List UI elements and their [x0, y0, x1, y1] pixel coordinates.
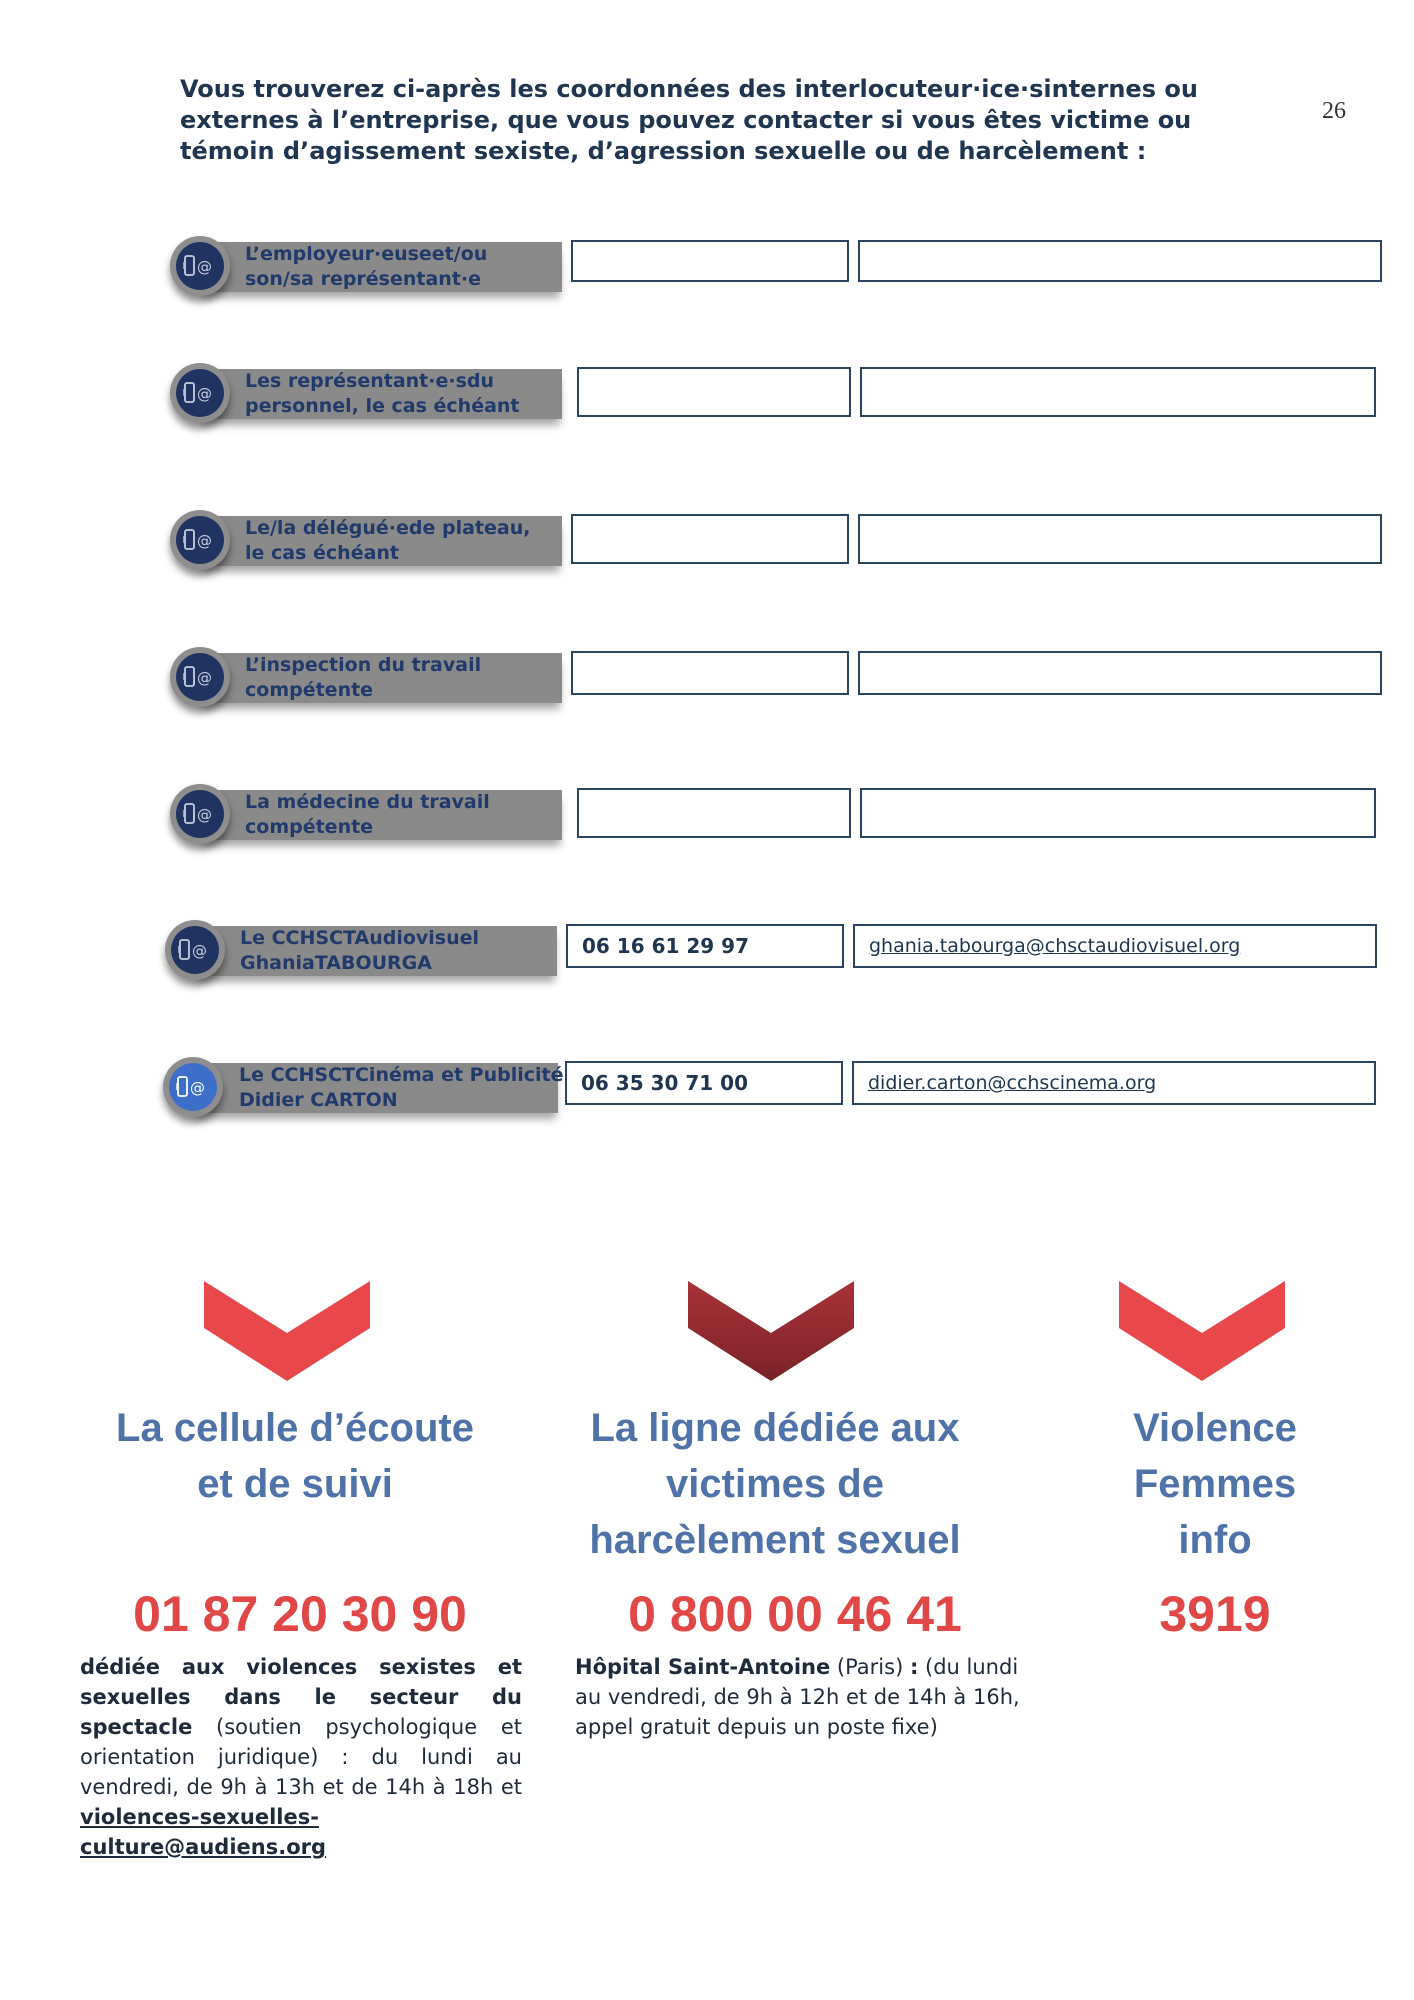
- ecoute-description: dédiée aux violences sexistes et sexuelles dans le secteur du spectacle (soutien psychologique et orientation juridique) : du lundi au vendredi, de 9h à 13h et de 14h à 18h et violences-sexuelles-culture@audiens.org: [80, 1655, 522, 1859]
- svg-text:@: @: [197, 806, 212, 824]
- service-heading-ligne: La ligne dédiée aux victimes de harcèlement sexuel: [589, 1406, 961, 1562]
- contact-phone-field[interactable]: 06 16 61 29 97: [566, 924, 844, 968]
- contact-circle: [170, 510, 230, 570]
- contact-phone-field[interactable]: [571, 514, 849, 564]
- contact-circle: [163, 1057, 223, 1117]
- contact-phone-field[interactable]: 06 35 30 71 00: [565, 1061, 843, 1105]
- svg-text:@: @: [197, 258, 212, 276]
- contact-row-representants: [0, 367, 1414, 427]
- contact-circle: [170, 647, 230, 707]
- contact-label: L’inspection du travail compétente: [245, 654, 482, 701]
- contact-phone-field[interactable]: [577, 367, 851, 417]
- phone-email-icon: [183, 664, 217, 690]
- contact-label: La médecine du travail compétente: [245, 791, 490, 838]
- contact-phone-field[interactable]: [571, 651, 849, 695]
- contact-row-medecine: [0, 788, 1414, 848]
- contact-circle: [170, 784, 230, 844]
- svg-text:@: @: [197, 669, 212, 687]
- contact-label: Le CCHSCTCinéma et Publicité Didier CARTON: [239, 1064, 564, 1111]
- intro-text: Vous trouverez ci-après les coordonnées des interlocuteur·ice·sinternes ou externes à l’entreprise, que vous pouvez contacter si vous êtes victime ou témoin d’agissement sexiste, d’agression sexuelle ou de harcèlement :: [180, 75, 1198, 165]
- contact-row-employeur: [0, 240, 1414, 300]
- phone-email-icon: [183, 253, 217, 279]
- contact-phone-field[interactable]: [577, 788, 851, 838]
- violence-phone-number[interactable]: 3919: [1159, 1586, 1271, 1642]
- chevron-down-icon: [686, 1273, 856, 1388]
- phone-email-icon: [183, 527, 217, 553]
- contact-row-cchsct-cinema: [0, 1061, 1414, 1121]
- contact-label: Le/la délégué·ede plateau, le cas échéant: [245, 517, 531, 564]
- contact-label: L’employeur·euseet/ou son/sa représentant·e: [245, 243, 488, 290]
- svg-text:@: @: [190, 1079, 205, 1097]
- contact-label: Le CCHSCTAudiovisuel GhaniaTABOURGA: [240, 927, 480, 974]
- svg-text:@: @: [197, 385, 212, 403]
- contact-email-field[interactable]: didier.carton@cchscinema.org: [852, 1061, 1376, 1105]
- contact-email-field[interactable]: [858, 240, 1382, 282]
- ecoute-phone-number[interactable]: 01 87 20 30 90: [133, 1586, 467, 1642]
- contact-row-cchsct-audiovisuel: [0, 924, 1414, 984]
- chevron-down-icon: [202, 1273, 372, 1388]
- contact-row-inspection: [0, 651, 1414, 711]
- chevron-down-icon: [1117, 1273, 1287, 1388]
- phone-email-icon: [183, 380, 217, 406]
- contact-email-field[interactable]: [858, 651, 1382, 695]
- contact-circle: [170, 363, 230, 423]
- service-heading-violence: Violence Femmes info: [1133, 1406, 1297, 1562]
- svg-text:@: @: [197, 532, 212, 550]
- svg-text:@: @: [192, 942, 207, 960]
- contact-email-field[interactable]: ghania.tabourga@chsctaudiovisuel.org: [853, 924, 1377, 968]
- ligne-phone-number[interactable]: 0 800 00 46 41: [628, 1586, 962, 1642]
- page-number: 26: [1322, 98, 1346, 124]
- contact-label: Les représentant·e·sdu personnel, le cas échéant: [245, 370, 520, 417]
- service-heading-ecoute: La cellule d’écoute et de suivi: [116, 1406, 474, 1506]
- ecoute-email-link[interactable]: violences-sexuelles-culture@audiens.org: [80, 1805, 327, 1859]
- ligne-description: Hôpital Saint-Antoine (Paris) : (du lundi au vendredi, de 9h à 12h et de 14h à 16h, appel gratuit depuis un poste fixe): [575, 1655, 1020, 1739]
- phone-email-icon: [176, 1074, 210, 1100]
- contact-circle: [165, 920, 225, 980]
- contact-phone-field[interactable]: [571, 240, 849, 282]
- contact-email-field[interactable]: [860, 367, 1376, 417]
- contact-email-field[interactable]: [860, 788, 1376, 838]
- contact-row-delegue: [0, 514, 1414, 574]
- phone-email-icon: [178, 937, 212, 963]
- contact-circle: [170, 236, 230, 296]
- contact-email-field[interactable]: [858, 514, 1382, 564]
- phone-email-icon: [183, 801, 217, 827]
